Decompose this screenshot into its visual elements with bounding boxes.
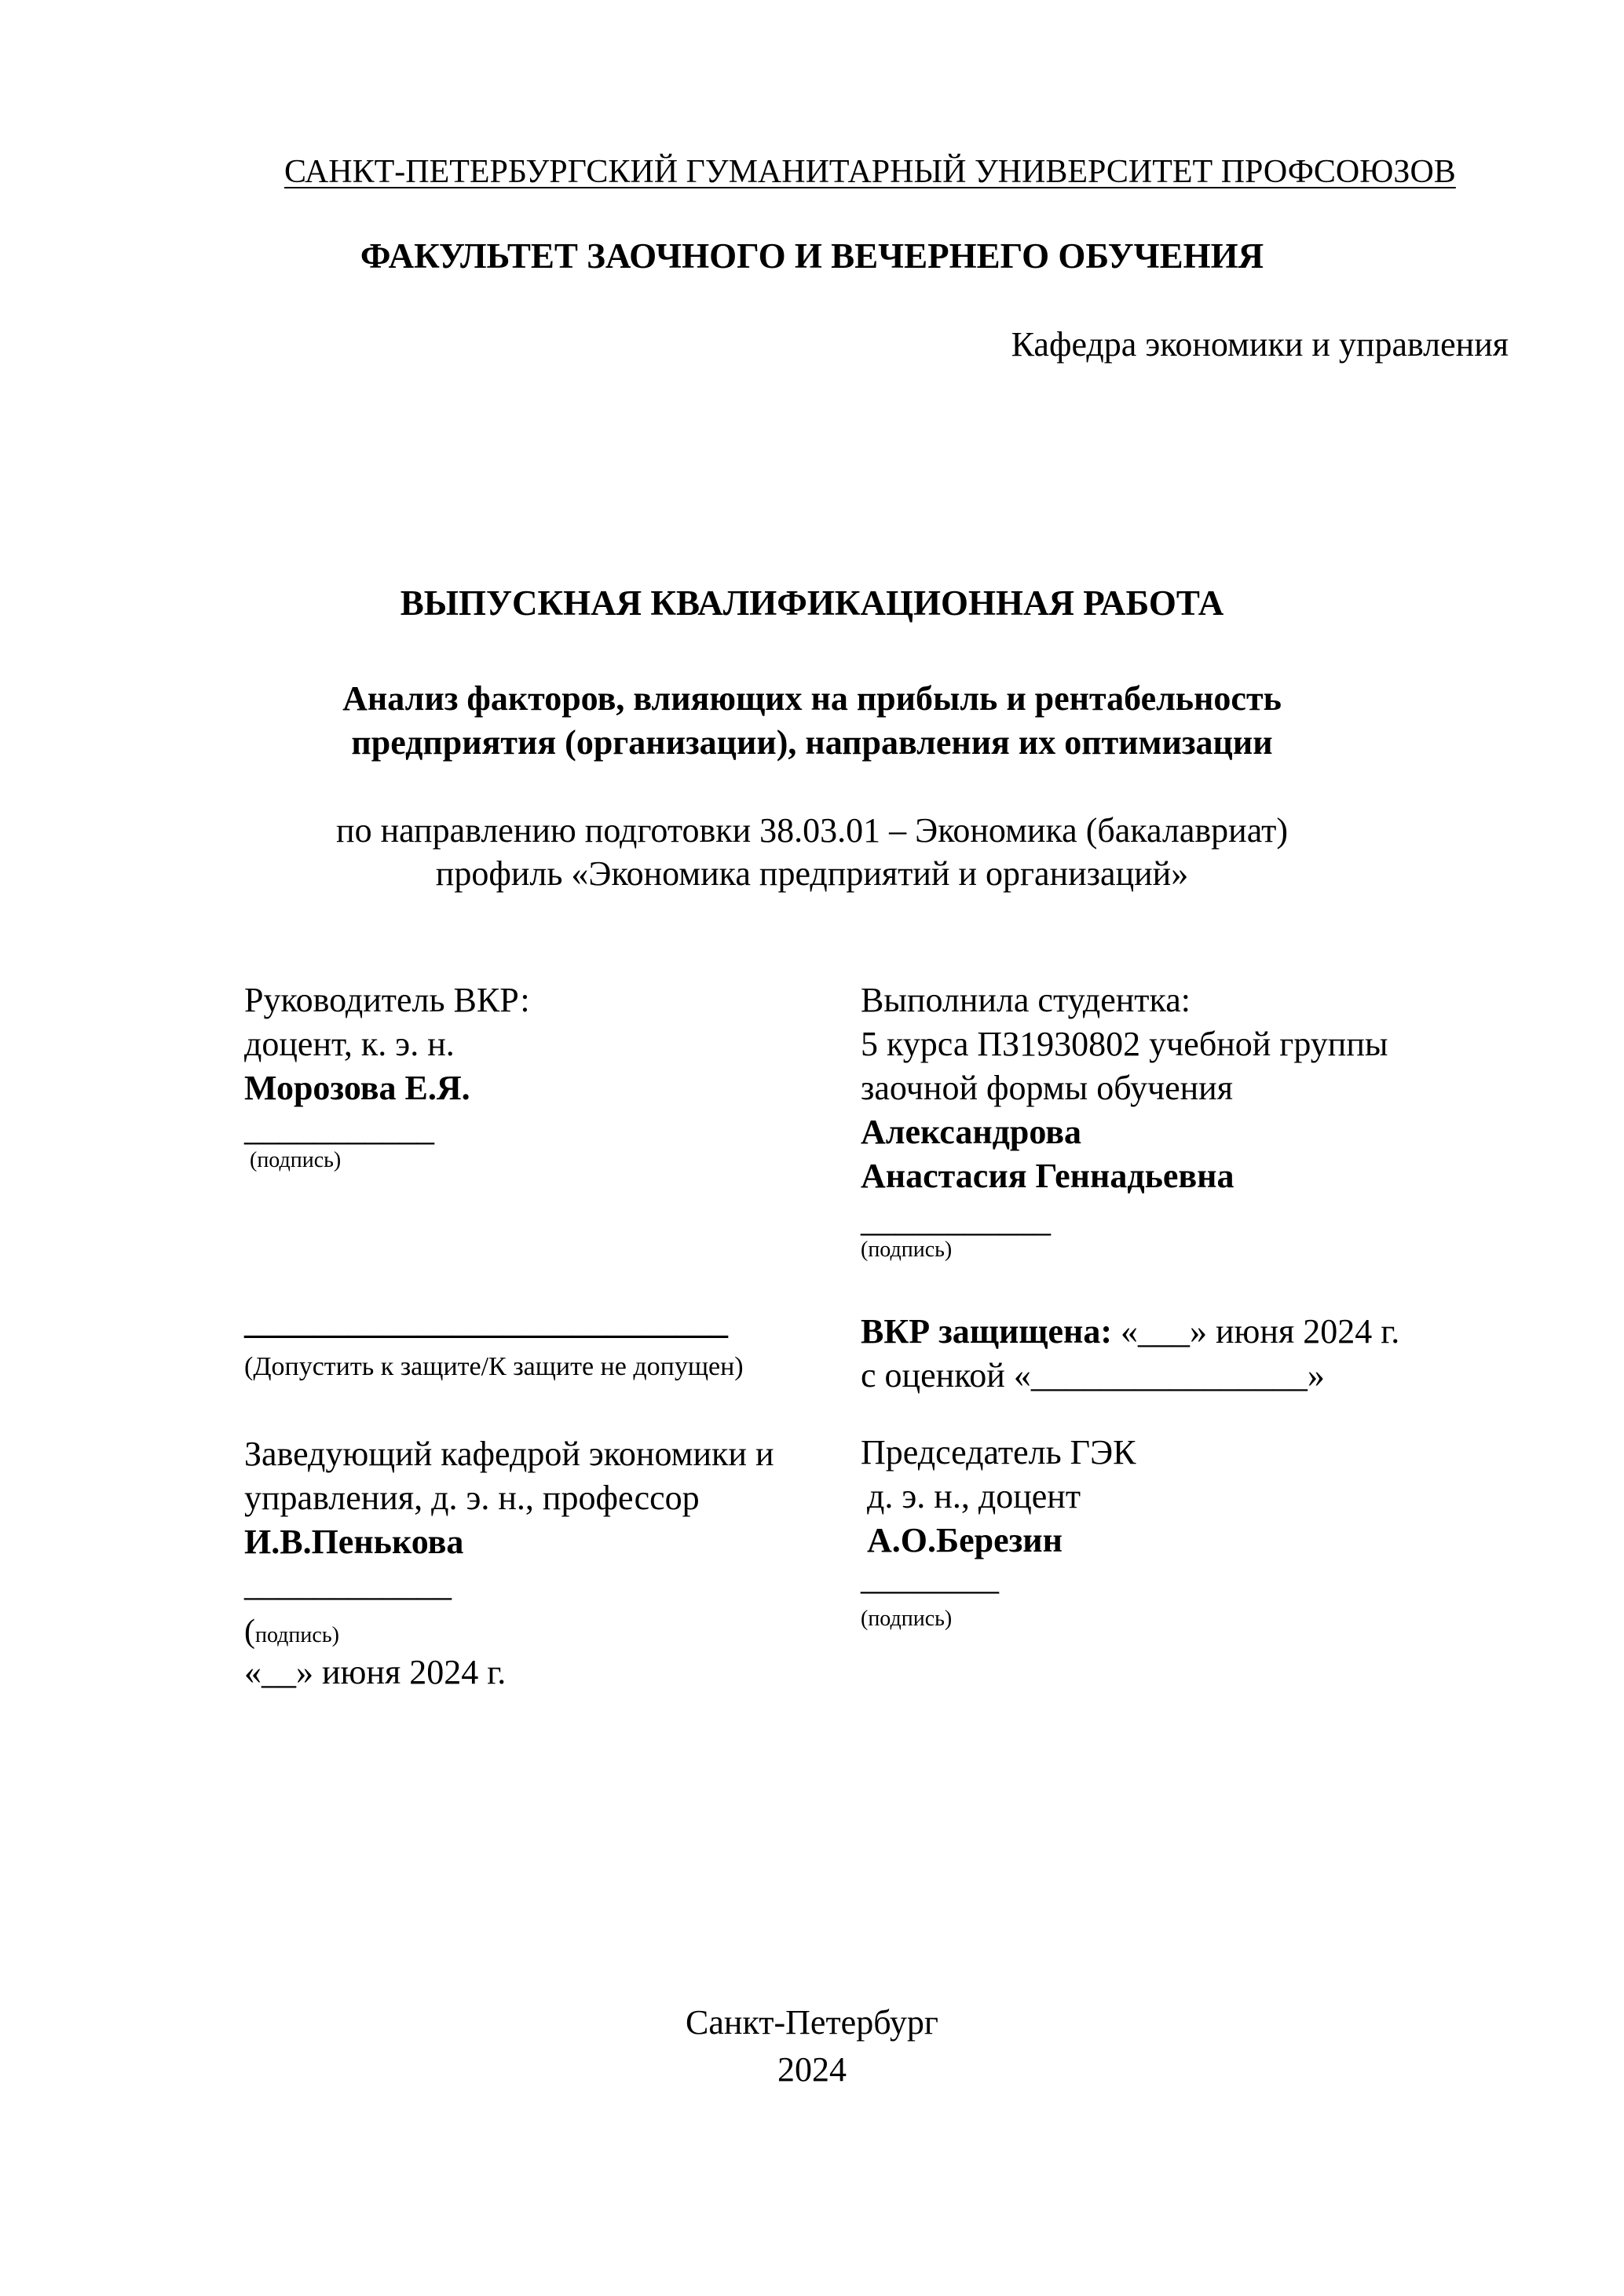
footer: [0, 1999, 1624, 2093]
thesis-topic: [0, 677, 1624, 765]
footer-year: 2024: [777, 2050, 847, 2089]
chairman-name: А.О.Березин: [867, 1521, 1063, 1559]
study-direction-line-1: по направлению подготовки 38.03.01 – Экономика (бакалавриат): [336, 811, 1288, 850]
chairman-position: д. э. н., доцент: [867, 1477, 1081, 1515]
university-name: САНКТ-ПЕТЕРБУРГСКИЙ ГУМАНИТАРНЫЙ УНИВЕРСИТЕТ ПРОФСОЮЗОВ: [284, 154, 1456, 190]
faculty-name: ФАКУЛЬТЕТ ЗАОЧНОГО И ВЕЧЕРНЕГО ОБУЧЕНИЯ: [360, 236, 1264, 276]
supervisor-name: Морозова Е.Я.: [244, 1069, 470, 1107]
head-date: «__» июня 2024 г.: [244, 1653, 507, 1691]
document-type: ВЫПУСКНАЯ КВАЛИФИКАЦИОННАЯ РАБОТА: [400, 583, 1224, 623]
defense-label: ВКР защищена:: [861, 1312, 1112, 1351]
student-label: Выполнила студентка:: [861, 981, 1191, 1019]
defense-status: [861, 1311, 1399, 1351]
chairman-sign-caption: (подпись): [861, 1607, 953, 1631]
student-course: 5 курса ПЗ1930802 учебной группы: [861, 1025, 1388, 1063]
head-sign-caption-paren: (: [244, 1614, 255, 1650]
study-direction: [0, 809, 1624, 895]
supervisor-sign-line: ___________: [244, 1110, 434, 1148]
student-sign-caption: (подпись): [861, 1238, 953, 1262]
student-form: заочной формы обучения: [861, 1069, 1233, 1107]
head-sign-line: ____________: [244, 1565, 452, 1603]
admission-line: ____________________________: [244, 1303, 728, 1341]
supervisor-sign-caption: (подпись): [250, 1148, 342, 1172]
thesis-topic-line-1: Анализ факторов, влияющих на прибыль и рентабельность: [342, 679, 1282, 718]
head-title-line-2: управления, д. э. н., профессор: [244, 1479, 700, 1517]
student-block: [861, 978, 1388, 1242]
student-surname: Александрова: [861, 1113, 1082, 1151]
student-sign-line: ___________: [861, 1201, 1051, 1239]
admission-caption: (Допустить к защите/К защите не допущен): [244, 1352, 744, 1381]
supervisor-label: Руководитель ВКР:: [244, 981, 530, 1019]
chairman-label: Председатель ГЭК: [861, 1433, 1136, 1472]
defense-grade: с оценкой «________________»: [861, 1356, 1325, 1395]
supervisor-position: доцент, к. э. н.: [244, 1025, 455, 1063]
head-title-line-1: Заведующий кафедрой экономики и: [244, 1435, 774, 1473]
head-sign-caption: подпись): [255, 1623, 339, 1647]
supervisor-block: [244, 978, 530, 1148]
student-name: Анастасия Геннадьевна: [861, 1157, 1234, 1195]
study-direction-line-2: профиль «Экономика предприятий и организаций»: [435, 854, 1189, 893]
department-name: Кафедра экономики и управления: [1011, 325, 1509, 364]
head-name: И.В.Пенькова: [244, 1523, 464, 1561]
defense-date: «___» июня 2024 г.: [1112, 1312, 1400, 1351]
chairman-sign-line: ________: [861, 1559, 999, 1597]
footer-city: Санкт-Петербург: [686, 2003, 938, 2042]
head-sign-caption-row: [244, 1613, 339, 1651]
thesis-topic-line-2: предприятия (организации), направления их оптимизации: [351, 723, 1273, 762]
head-block: [244, 1432, 774, 1605]
